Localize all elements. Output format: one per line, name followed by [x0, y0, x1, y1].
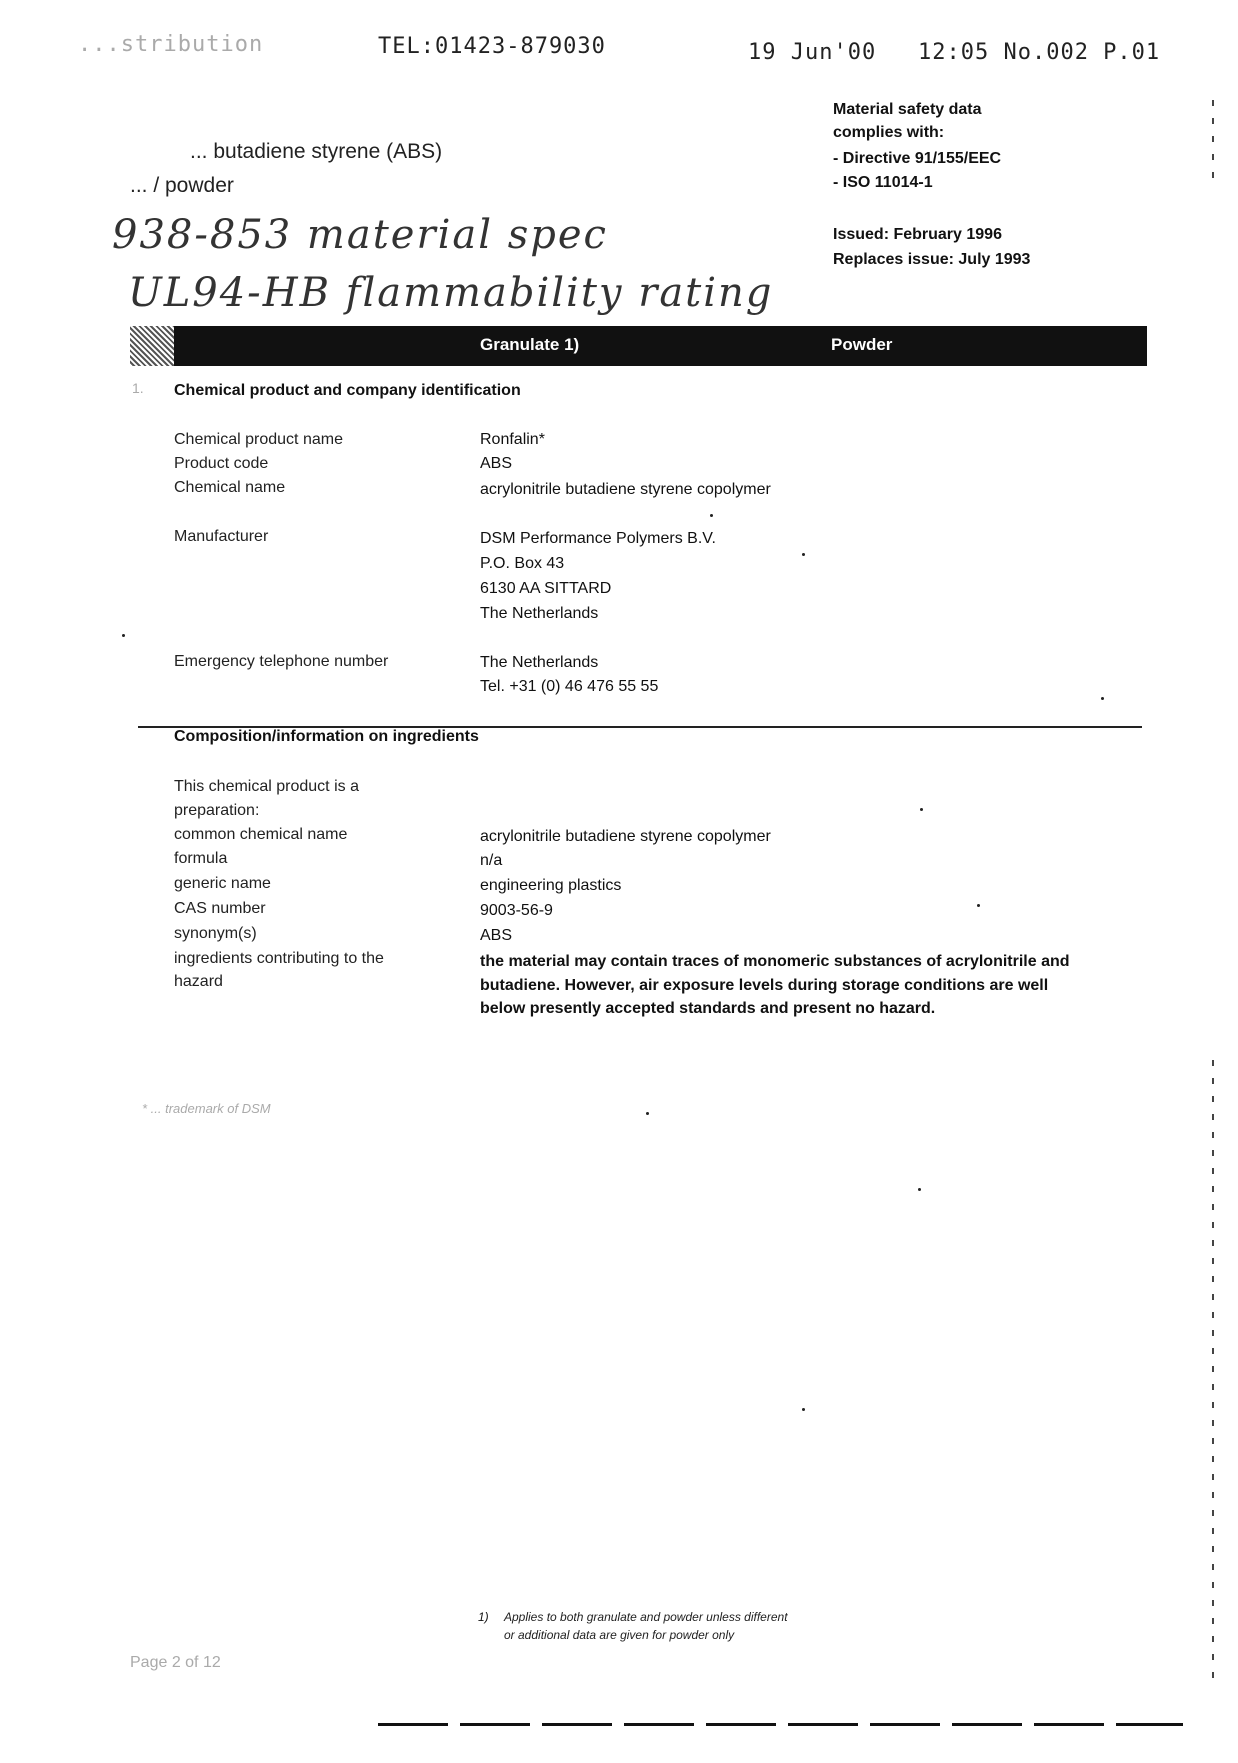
- fax-time-page: 12:05 No.002 P.01: [918, 40, 1161, 65]
- scan-edge-artifact: [1212, 1060, 1214, 1680]
- fax-sender: ...stribution: [78, 32, 264, 57]
- manufacturer-company: DSM Performance Polymers B.V.: [480, 530, 716, 547]
- label-product-code: Product code: [174, 455, 269, 472]
- column-header-band: [130, 326, 1147, 366]
- value-generic-name: engineering plastics: [480, 877, 622, 894]
- footnote-marker: 1): [478, 1610, 489, 1624]
- manufacturer-pobox: P.O. Box 43: [480, 555, 565, 572]
- compliance-heading: Material safety data: [833, 101, 982, 118]
- label-cas-number: CAS number: [174, 900, 266, 917]
- value-common-name: acrylonitrile butadiene styrene copolymer: [480, 828, 771, 845]
- label-manufacturer: Manufacturer: [174, 528, 269, 545]
- manufacturer-country: The Netherlands: [480, 605, 599, 622]
- scan-speck: [710, 514, 713, 517]
- manufacturer-postcode-city: 6130 AA SITTARD: [480, 580, 612, 597]
- product-title: ... butadiene styrene (ABS): [190, 140, 443, 163]
- scan-speck: [977, 904, 980, 907]
- handwritten-note-rating: UL94-HB flammability rating: [128, 270, 774, 316]
- compliance-directive: - Directive 91/155/EEC: [833, 150, 1002, 167]
- value-product-code: ABS: [480, 455, 513, 472]
- compliance-iso: - ISO 11014-1: [833, 174, 933, 191]
- column-granulate: Granulate 1): [480, 335, 580, 354]
- replaces-issue: Replaces issue: July 1993: [833, 251, 1031, 268]
- scan-speck: [802, 1408, 805, 1411]
- compliance-subheading: complies with:: [833, 124, 945, 141]
- value-formula: n/a: [480, 852, 503, 869]
- band-dither-pattern: [130, 326, 174, 366]
- section1-heading: Chemical product and company identification: [174, 382, 521, 399]
- value-ingredients-line1: the material may contain traces of monomeric substances of acrylonitrile and: [480, 953, 1070, 970]
- value-ingredients-line2: butadiene. However, air exposure levels during storage conditions are well: [480, 977, 1049, 994]
- label-common-name: common chemical name: [174, 826, 348, 843]
- label-hazard: hazard: [174, 973, 223, 990]
- bottom-scan-line: [378, 1723, 1183, 1726]
- footnote-text: Applies to both granulate and powder unless different or additional data are given for powder only: [504, 1610, 788, 1642]
- fax-telephone: TEL:01423-879030: [378, 34, 606, 59]
- scan-speck: [920, 808, 923, 811]
- section2-heading: Composition/information on ingredients: [174, 728, 479, 745]
- label-synonyms: synonym(s): [174, 925, 257, 942]
- label-chemical-name: Chemical name: [174, 479, 286, 496]
- value-product-name: Ronfalin*: [480, 431, 545, 448]
- scan-speck: [122, 634, 125, 637]
- product-form: ... / powder: [130, 174, 234, 197]
- issued-date: Issued: February 1996: [833, 226, 1002, 243]
- value-cas-number: 9003-56-9: [480, 902, 553, 919]
- fax-date: 19 Jun'00: [748, 40, 877, 65]
- scan-edge-artifact: [1212, 100, 1214, 190]
- label-ingredients: ingredients contributing to the: [174, 950, 384, 967]
- scan-speck: [918, 1188, 921, 1191]
- emergency-country: The Netherlands: [480, 654, 599, 671]
- label-emergency-phone: Emergency telephone number: [174, 653, 389, 670]
- label-product-name: Chemical product name: [174, 431, 343, 448]
- emergency-telephone: Tel. +31 (0) 46 476 55 55: [480, 678, 659, 695]
- scan-speck: [1101, 697, 1104, 700]
- handwritten-note-spec: 938-853 material spec: [112, 212, 608, 258]
- scan-speck: [646, 1112, 649, 1115]
- page-number: Page 2 of 12: [130, 1654, 221, 1671]
- label-formula: formula: [174, 850, 228, 867]
- column-powder: Powder: [831, 335, 893, 354]
- trademark-note: * ... trademark of DSM: [142, 1101, 271, 1116]
- value-synonyms: ABS: [480, 927, 513, 944]
- value-chemical-name: acrylonitrile butadiene styrene copolymer: [480, 481, 771, 498]
- label-preparation: preparation:: [174, 802, 260, 819]
- section1-marker: 1.: [132, 380, 144, 396]
- label-generic-name: generic name: [174, 875, 271, 892]
- scan-speck: [802, 553, 805, 556]
- value-ingredients-line3: below presently accepted standards and present no hazard.: [480, 1000, 936, 1017]
- label-product-type: This chemical product is a: [174, 778, 359, 795]
